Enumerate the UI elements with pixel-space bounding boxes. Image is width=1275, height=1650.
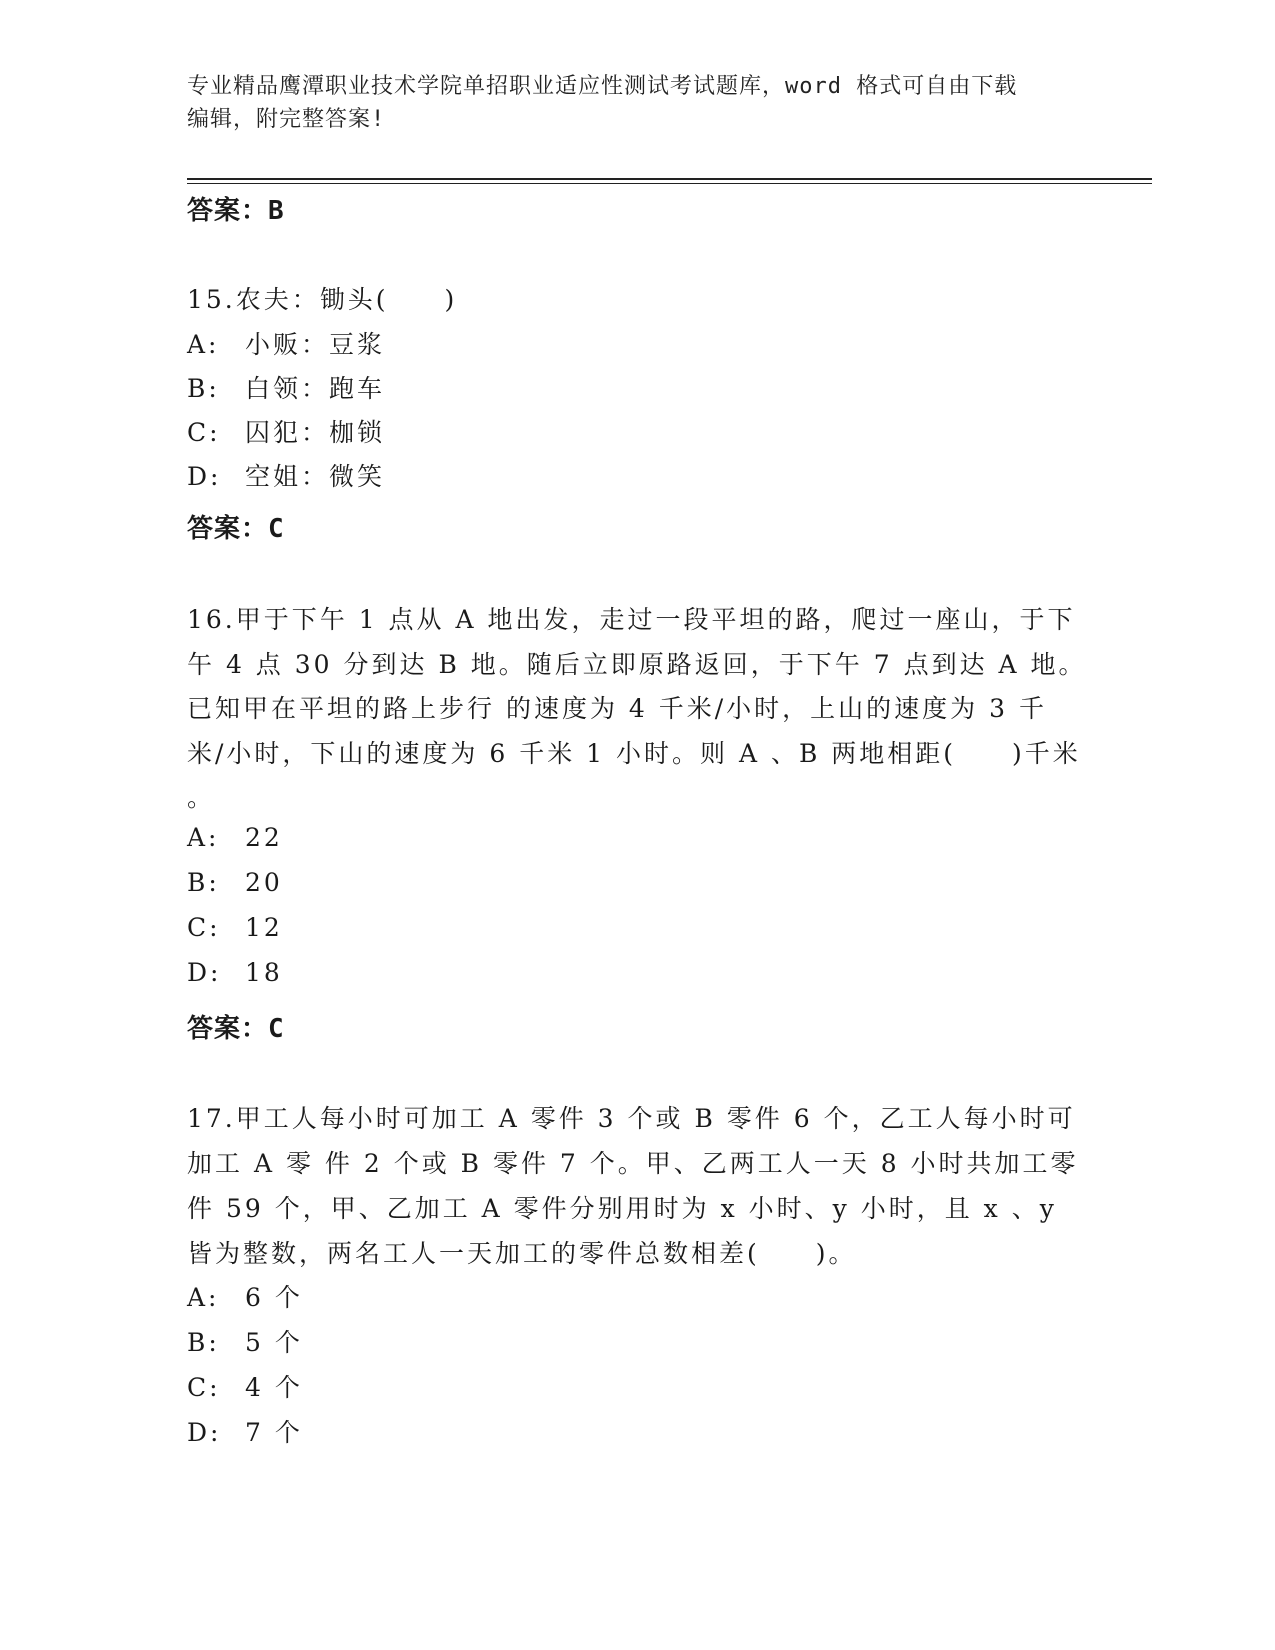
option-label: C:: [187, 913, 221, 942]
question-16-answer: 答案：C: [187, 1014, 285, 1044]
option-text: 5 个: [245, 1328, 303, 1357]
question-16-line-3: 已知甲在平坦的路上步行 的速度为 4 千米/小时，上山的速度为 3 千: [187, 694, 1047, 723]
question-17-option-d: [187, 1413, 303, 1449]
question-15-option-b: [187, 369, 385, 405]
option-text: 12: [245, 913, 283, 942]
question-16-line-2: 午 4 点 30 分到达 B 地。随后立即原路返回，于下午 7 点到达 A 地。: [187, 650, 1087, 679]
answer-previous: 答案：B: [187, 196, 285, 226]
option-label: A:: [187, 330, 220, 359]
question-17-option-c: [187, 1368, 303, 1404]
option-label: A:: [187, 823, 220, 852]
question-15-option-c: [187, 413, 385, 449]
question-15-option-d: [187, 457, 385, 493]
question-17-line-1: 17.甲工人每小时可加工 A 零件 3 个或 B 零件 6 个，乙工人每小时可: [187, 1104, 1076, 1133]
question-15-stem: 15.农夫：锄头( ): [187, 285, 458, 314]
header-rule-thin: [187, 183, 1152, 184]
option-label: A:: [187, 1283, 220, 1312]
option-text: 6 个: [245, 1283, 303, 1312]
document-header: [187, 70, 1087, 136]
option-label: C:: [187, 418, 221, 447]
question-16-option-a: [187, 823, 283, 852]
option-text: 4 个: [245, 1373, 303, 1402]
option-text: 囚犯：枷锁: [245, 418, 386, 447]
question-17-line-2: 加工 A 零 件 2 个或 B 零件 7 个。甲、乙两工人一天 8 小时共加工零: [187, 1149, 1079, 1178]
question-17-option-b: [187, 1323, 303, 1359]
option-label: D:: [187, 462, 222, 491]
option-text: 白领：跑车: [245, 374, 386, 403]
option-label: D:: [187, 958, 222, 987]
option-label: B:: [187, 1328, 220, 1357]
option-text: 18: [245, 958, 283, 987]
question-17-line-3: 件 59 个，甲、乙加工 A 零件分别用时为 x 小时、y 小时，且 x 、y: [187, 1194, 1057, 1223]
option-label: C:: [187, 1373, 221, 1402]
question-15-answer: 答案：C: [187, 514, 285, 544]
option-text: 空姐：微笑: [245, 462, 386, 491]
header-line-1: 专业精品鹰潭职业技术学院单招职业适应性测试考试题库，word 格式可自由下载: [187, 74, 1018, 99]
header-line-2: 编辑，附完整答案!: [187, 107, 386, 132]
question-17-option-a: [187, 1278, 303, 1314]
option-text: 小贩：豆浆: [245, 330, 386, 359]
option-label: D:: [187, 1418, 222, 1447]
header-rule-thick: [187, 178, 1152, 180]
option-text: 20: [245, 868, 283, 897]
question-16-option-b: [187, 868, 283, 897]
option-text: 7 个: [245, 1418, 303, 1447]
question-16-line-4: 米/小时，下山的速度为 6 千米 1 小时。则 A 、B 两地相距( )千米: [187, 739, 1081, 768]
question-16-option-d: [187, 958, 283, 987]
option-label: B:: [187, 868, 220, 897]
question-16-line-5: 。: [187, 783, 216, 812]
question-16-line-1: 16.甲于下午 1 点从 A 地出发，走过一段平坦的路，爬过一座山，于下: [187, 605, 1076, 634]
option-text: 22: [245, 823, 283, 852]
question-15-option-a: [187, 325, 385, 361]
option-label: B:: [187, 374, 220, 403]
question-17-line-4: 皆为整数，两名工人一天加工的零件总数相差( )。: [187, 1239, 857, 1268]
question-16-option-c: [187, 913, 283, 942]
